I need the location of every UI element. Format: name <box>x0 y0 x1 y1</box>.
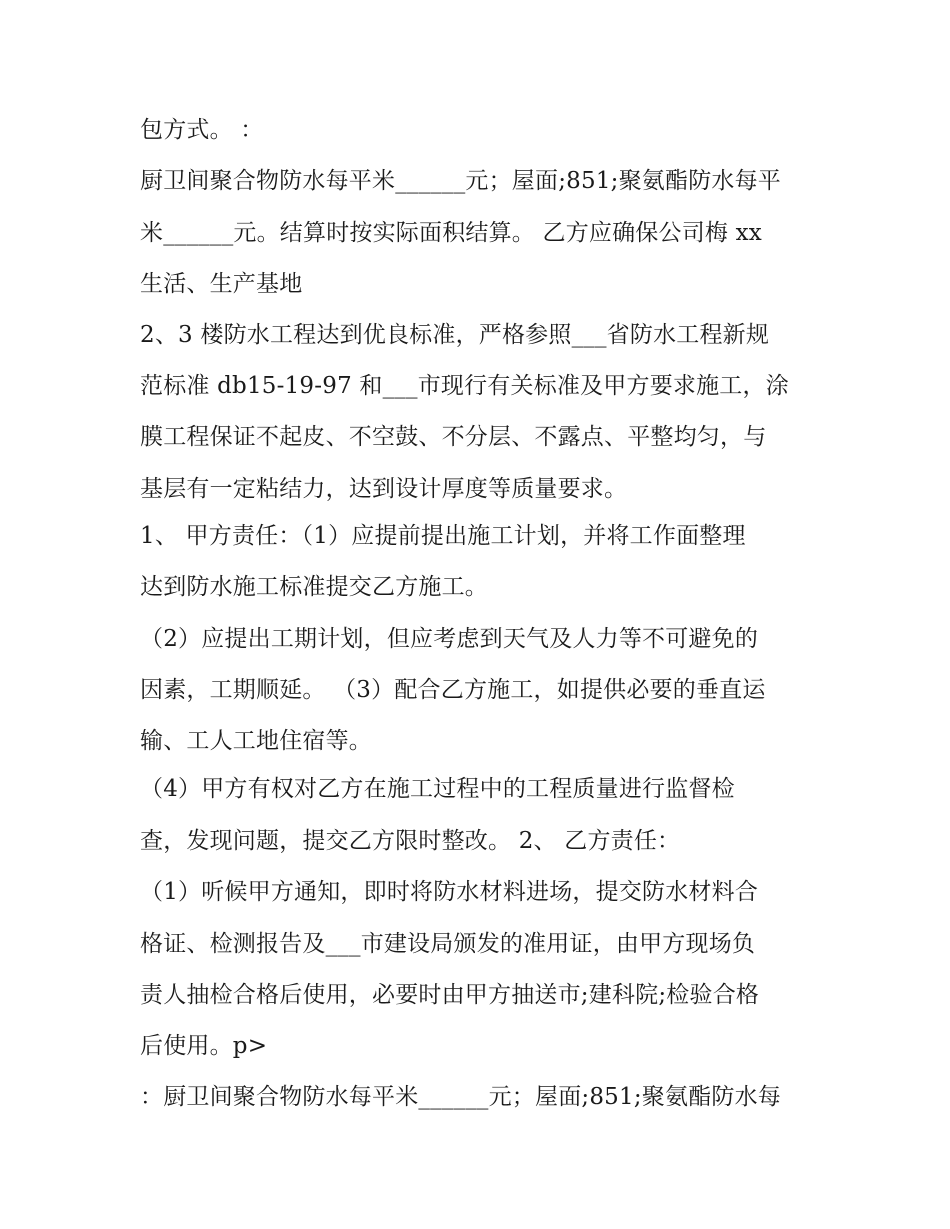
text-line: 厨卫间聚合物防水每平米______元；屋面;851;聚氨酯防水每平 <box>140 168 781 194</box>
text-line: 膜工程保证不起皮、不空鼓、不分层、不露点、平整均匀，与 <box>140 424 767 450</box>
text-line: 达到防水施工标准提交乙方施工。 <box>140 574 488 600</box>
text-line: （2）应提出工期计划，但应考虑到天气及人力等不可避免的 <box>140 626 759 652</box>
text-line: （4）甲方有权对乙方在施工过程中的工程质量进行监督检 <box>140 776 735 802</box>
text-line: 包方式。 ： <box>140 117 264 143</box>
text-line: 查，发现问题，提交乙方限时整改。 2、 乙方责任： <box>140 828 681 854</box>
text-line: 生活、生产基地 <box>140 271 303 297</box>
text-line: 1、 甲方责任：（1）应提前提出施工计划，并将工作面整理 <box>140 523 746 549</box>
text-line: ：厨卫间聚合物防水每平米______元；屋面;851;聚氨酯防水每 <box>140 1084 781 1110</box>
text-line: 因素，工期顺延。 （3）配合乙方施工，如提供必要的垂直运 <box>140 677 766 703</box>
text-line: 米______元。结算时按实际面积结算。 乙方应确保公司梅 xx <box>140 220 762 246</box>
text-line: 输、工人工地住宿等。 <box>140 728 372 754</box>
text-line: 范标准 db15-19-97 和___市现行有关标准及甲方要求施工，涂 <box>140 373 789 399</box>
text-line: 格证、检测报告及___市建设局颁发的准用证，由甲方现场负 <box>140 931 756 957</box>
text-line: （1）听候甲方通知，即时将防水材料进场，提交防水材料合 <box>140 879 759 905</box>
text-line: 2、3 楼防水工程达到优良标准，严格参照___省防水工程新规 <box>140 322 770 348</box>
text-line: 后使用。p> <box>140 1033 268 1059</box>
text-line: 责人抽检合格后使用，必要时由甲方抽送市;建科院;检验合格 <box>140 982 760 1008</box>
text-line: 基层有一定粘结力，达到设计厚度等质量要求。 <box>140 476 628 502</box>
